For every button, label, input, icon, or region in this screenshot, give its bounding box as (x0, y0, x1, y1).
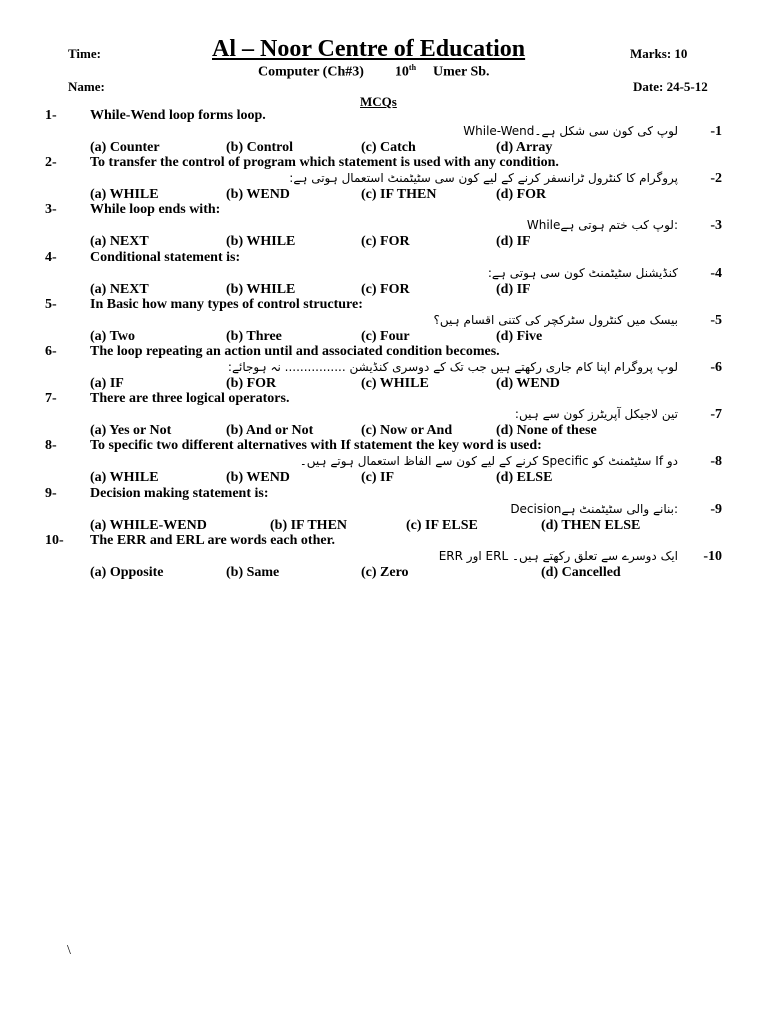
answer-option: (d) ELSE (496, 470, 553, 486)
date-label: Date: 24-5-12 (633, 79, 708, 94)
answer-option: (c) Four (361, 328, 410, 344)
answer-option: (d) Five (496, 328, 543, 344)
urdu-question-number: -4 (710, 265, 722, 281)
answer-option: (c) IF (361, 470, 395, 486)
urdu-translation: لوپ پروگرام اپنا کام جاری رکھتے ہیں جب تک کے دوسری کنڈیشن ................ نہ ہوجائے: (227, 360, 678, 374)
question-number: 3- (45, 202, 57, 218)
question-text: Decision making statement is: (90, 485, 269, 501)
question-text: To transfer the control of program which statement is used with any condition. (90, 155, 559, 171)
question-number: 10- (45, 532, 64, 548)
answer-option: (d) FOR (496, 187, 547, 203)
answer-option: (b) WEND (226, 187, 290, 203)
answer-option: (a) WHILE (90, 470, 159, 486)
question-text: To specific two different alternatives with If statement the key word is used: (90, 438, 542, 454)
question-number: 5- (45, 296, 57, 312)
question-text: In Basic how many types of control structure: (90, 296, 363, 312)
section-heading: MCQs (360, 94, 397, 109)
urdu-translation: کنڈیشنل سٹیٹمنٹ کون سی ہوتی ہے: (487, 265, 678, 280)
answer-option: (d) WEND (496, 376, 560, 391)
answer-option: (c) FOR (361, 281, 410, 297)
urdu-question-number: -6 (710, 360, 722, 375)
answer-option: (c) IF THEN (361, 187, 437, 203)
urdu-translation: Decisionبنانے والی سٹیٹمنٹ ہے: (510, 501, 678, 516)
marks-label: Marks: 10 (630, 46, 688, 61)
answer-option: (a) NEXT (90, 281, 149, 297)
question-number: 7- (45, 391, 57, 407)
answer-option: (a) Counter (90, 140, 160, 155)
answer-option: (b) WHILE (226, 234, 296, 250)
answer-option: (d) IF (496, 234, 531, 250)
question-text: The ERR and ERL are words each other. (90, 532, 336, 548)
subtitle (258, 63, 490, 81)
question-text: While-Wend loop forms loop. (90, 108, 266, 123)
answer-option: (b) Same (226, 564, 280, 580)
answer-option: (b) FOR (226, 376, 277, 391)
question-text: While loop ends with: (90, 202, 221, 218)
urdu-translation: بیسک میں کنٹرول سٹرکچر کی کتنی اقسام ہیں؟ (433, 312, 678, 327)
answer-option: (c) IF ELSE (406, 517, 478, 533)
question-number: 8- (45, 438, 57, 454)
question-number: 1- (45, 108, 57, 123)
question-text: There are three logical operators. (90, 391, 290, 407)
urdu-question-number: -2 (710, 171, 722, 187)
answer-option: (c) Zero (361, 564, 409, 580)
answer-option: (a) NEXT (90, 234, 149, 250)
urdu-translation: ERR اور ERL ایک دوسرے سے تعلق رکھتے ہیں۔ (438, 548, 678, 563)
urdu-question-number: -1 (710, 124, 722, 139)
urdu-question-number: -3 (710, 218, 722, 234)
name-label: Name: (68, 79, 105, 94)
question-number: 2- (45, 155, 57, 171)
answer-option: (d) IF (496, 281, 531, 297)
urdu-translation: تین لاجیکل آپریٹرز کون سے ہیں: (514, 407, 678, 422)
answer-option: (a) WHILE-WEND (90, 517, 207, 533)
answer-option: (a) Two (90, 328, 135, 344)
answer-option: (a) WHILE (90, 187, 159, 203)
answer-option: (b) IF THEN (270, 517, 348, 533)
answer-option: (d) Array (496, 140, 553, 155)
answer-option: (b) And or Not (226, 423, 314, 439)
urdu-question-number: -8 (710, 454, 722, 470)
answer-option: (a) Yes or Not (90, 423, 172, 439)
answer-option: (d) Cancelled (541, 564, 621, 580)
urdu-question-number: -5 (710, 312, 722, 328)
answer-option: (d) None of these (496, 423, 597, 439)
subtitle-teacher: Umer Sb. (433, 64, 490, 80)
answer-option: (b) WHILE (226, 281, 296, 297)
answer-option: (a) IF (90, 376, 124, 391)
urdu-question-number: -10 (703, 548, 722, 564)
subtitle-class-sup: th (408, 63, 417, 72)
question-number: 9- (45, 485, 57, 501)
answer-option: (c) WHILE (361, 376, 429, 391)
answer-option: (c) Catch (361, 140, 416, 155)
urdu-translation: دو If سٹیٹمنٹ کو Specific کرنے کے لیے کون سے الفاظ استعمال ہوتے ہیں۔ (299, 454, 678, 469)
question-text: Conditional statement is: (90, 249, 241, 265)
answer-option: (c) Now or And (361, 423, 453, 439)
question-number: 4- (45, 249, 57, 265)
footer-mark: \ (67, 943, 71, 958)
subtitle-class: 10 (394, 64, 409, 80)
answer-option: (b) Three (226, 328, 282, 344)
answer-option: (c) FOR (361, 234, 410, 250)
page-title: Al – Noor Centre of Education (212, 36, 526, 62)
urdu-translation: While-Wendلوپ کی کون سی شکل ہے۔ (463, 124, 678, 138)
urdu-translation: Whileلوپ کب ختم ہوتی ہے: (526, 218, 678, 233)
subtitle-subject: Computer (Ch#3) (258, 64, 364, 80)
answer-option: (a) Opposite (90, 564, 164, 580)
urdu-question-number: -7 (710, 407, 722, 423)
urdu-translation: پروگرام کا کنٹرول ٹرانسفر کرنے کے لیے کون سی سٹیٹمنٹ استعمال ہوتی ہے: (289, 171, 678, 186)
question-number: 6- (45, 344, 57, 359)
urdu-question-number: -9 (710, 501, 722, 517)
time-label: Time: (68, 46, 101, 61)
answer-option: (d) THEN ELSE (541, 517, 641, 533)
answer-option: (b) WEND (226, 470, 290, 486)
question-text: The loop repeating an action until and associated condition becomes. (90, 344, 500, 359)
answer-option: (b) Control (226, 140, 294, 155)
